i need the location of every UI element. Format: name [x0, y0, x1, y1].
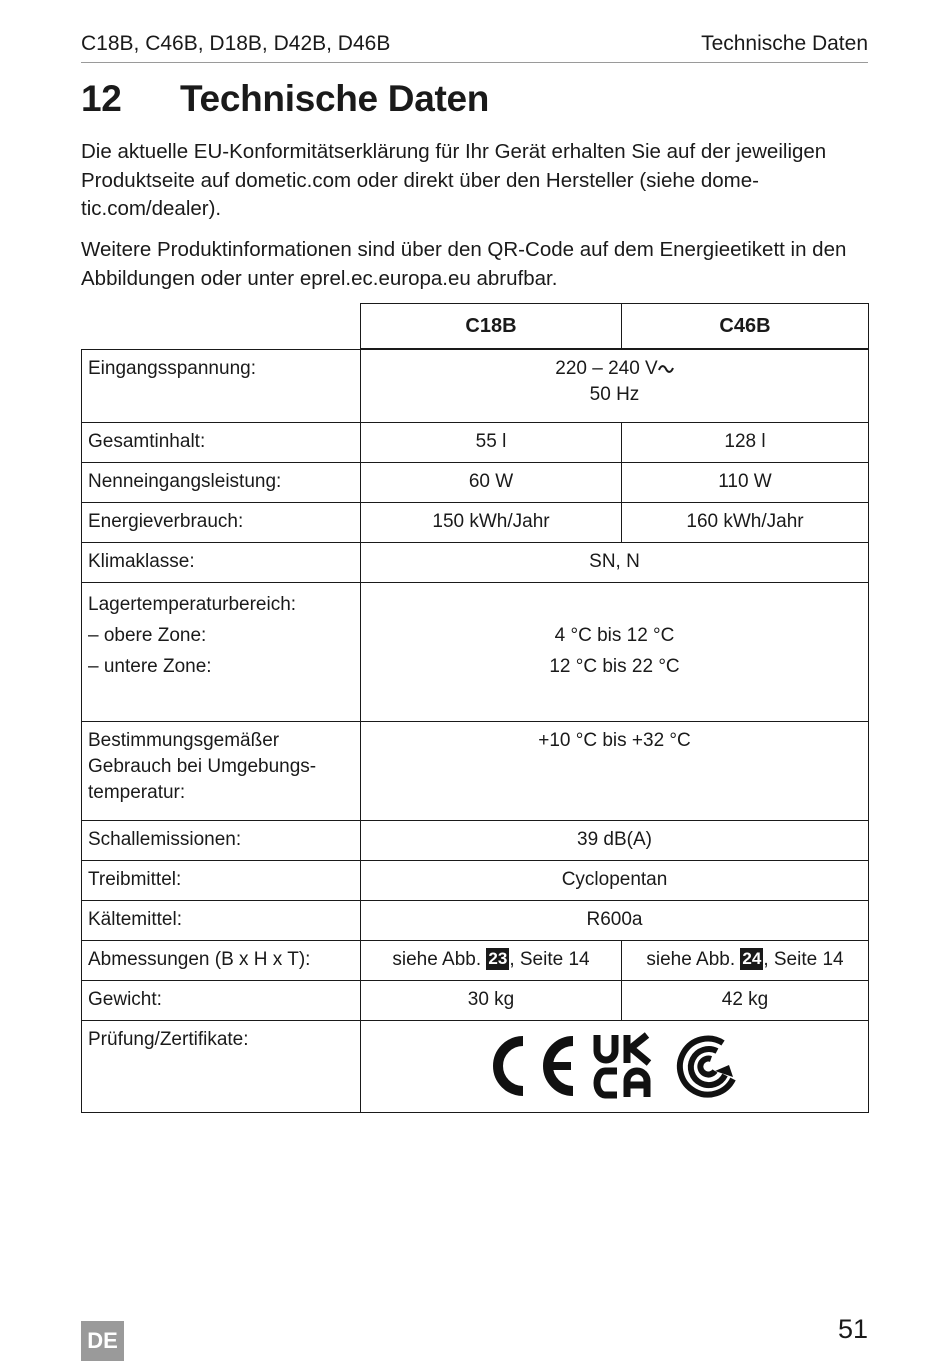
row-label: Kältemittel:: [82, 901, 361, 941]
shared-value: Cyclopentan: [361, 861, 869, 901]
c46b-value: 42 kg: [622, 981, 869, 1021]
header-models: C18B, C46B, D18B, D42B, D46B: [81, 32, 391, 55]
row-label: Prüfung/Zertifikate:: [82, 1021, 361, 1113]
paragraph-product-info: Weitere Produktinformationen sind über den QR-Code auf dem Energieetikett in den Abbildungen oder unter eprel.ec.europa.eu abrufbar.: [81, 238, 847, 290]
language-tab: DE: [81, 1321, 124, 1361]
table-row-power: [82, 463, 869, 503]
page-number: 51: [837, 1314, 868, 1344]
frequency-value: 50 Hz: [589, 384, 640, 405]
ukca-mark-icon: [591, 1031, 661, 1101]
fig-ref-suffix: , Seite 14: [509, 949, 590, 970]
upper-zone-label: – obere Zone:: [88, 625, 207, 646]
row-label: Klimaklasse:: [82, 543, 361, 583]
table-row-energy: [82, 503, 869, 543]
paragraph-conformity: Die aktuelle EU-Konformitätserklärung für Ihr Gerät erhalten Sie auf der jeweiligen Produktseite auf dometic.com oder direkt über den Hersteller (siehe dome-tic.com/dealer).: [81, 140, 827, 220]
fig-ref-prefix: siehe Abb.: [646, 949, 736, 970]
label-line: Bestimmungsgemäßer: [88, 730, 280, 751]
table-row-certificates: [82, 1021, 869, 1113]
table-row-climate: [82, 543, 869, 583]
row-label: Abmessungen (B x H x T):: [82, 941, 361, 981]
section-number: 12: [81, 78, 122, 119]
c46b-value: 128 l: [622, 423, 869, 463]
row-label: Lagertemperaturbereich:: [88, 594, 297, 615]
table-row-refrigerant: [82, 901, 869, 941]
fig-ref-suffix: , Seite 14: [763, 949, 844, 970]
table-row-voltage: [82, 349, 869, 423]
row-label: Schallemissionen:: [82, 821, 361, 861]
upper-zone-value: 4 °C bis 12 °C: [554, 625, 675, 646]
table-row-weight: [82, 981, 869, 1021]
ambient-label: [82, 722, 361, 821]
ce-mark-icon: [489, 1031, 581, 1101]
c46b-value: [622, 941, 869, 981]
c18b-value: 55 l: [361, 423, 622, 463]
shared-value: SN, N: [361, 543, 869, 583]
row-label: Nenneingangsleistung:: [82, 463, 361, 503]
row-label: Gewicht:: [82, 981, 361, 1021]
fig-ref-prefix: siehe Abb.: [392, 949, 482, 970]
table-row-volume: [82, 423, 869, 463]
table-header-row: [82, 304, 869, 350]
rcm-mark-icon: [671, 1031, 741, 1101]
c46b-value: 160 kWh/Jahr: [622, 503, 869, 543]
storage-values: [361, 583, 869, 722]
table-row-noise: [82, 821, 869, 861]
row-label: Eingangsspannung:: [82, 349, 361, 423]
row-label: Energieverbrauch:: [82, 503, 361, 543]
col-header-c18b: C18B: [361, 304, 622, 350]
label-line: Gebrauch bei Umgebungs-: [88, 756, 317, 777]
storage-labels: [82, 583, 361, 722]
label-line: temperatur:: [88, 782, 186, 803]
lower-zone-value: 12 °C bis 22 °C: [549, 656, 680, 677]
col-header-c46b: C46B: [622, 304, 869, 350]
c18b-value: 60 W: [361, 463, 622, 503]
shared-value: +10 °C bis +32 °C: [361, 722, 869, 821]
spec-table: [81, 303, 869, 1113]
header-blank-cell: [82, 304, 361, 350]
certification-marks: [361, 1021, 869, 1113]
table-row-ambient: [82, 722, 869, 821]
c46b-value: 110 W: [622, 463, 869, 503]
voltage-range: 220 – 240 V: [555, 358, 658, 379]
table-row-dimensions: [82, 941, 869, 981]
table-row-storage: [82, 583, 869, 722]
lower-zone-label: – untere Zone:: [88, 656, 212, 677]
header-section: Technische Daten: [701, 32, 868, 55]
ac-tilde-icon: [658, 363, 674, 375]
table-row-blowing-agent: [82, 861, 869, 901]
section-heading: [81, 78, 489, 120]
figure-badge: 23: [488, 949, 508, 968]
c18b-value: [361, 941, 622, 981]
page-header: [81, 32, 868, 63]
c18b-value: 150 kWh/Jahr: [361, 503, 622, 543]
shared-value: 39 dB(A): [361, 821, 869, 861]
shared-value: R600a: [361, 901, 869, 941]
row-label: Treibmittel:: [82, 861, 361, 901]
voltage-value: [361, 349, 869, 423]
c18b-value: 30 kg: [361, 981, 622, 1021]
figure-badge: 24: [742, 949, 762, 968]
section-title: Technische Daten: [180, 78, 490, 119]
row-label: Gesamtinhalt:: [82, 423, 361, 463]
